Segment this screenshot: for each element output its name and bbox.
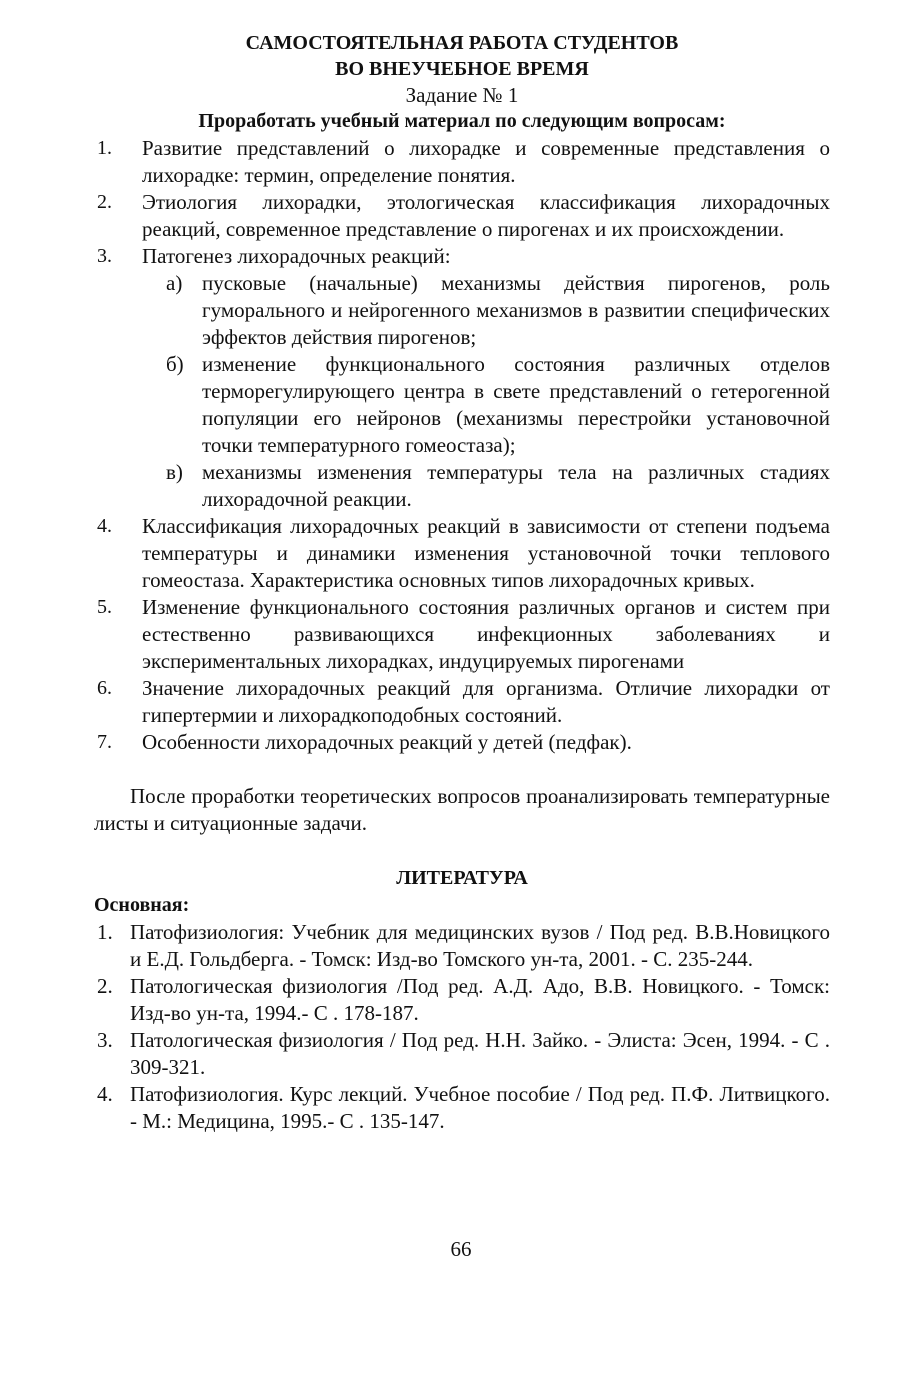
question-text: Патогенез лихорадочных реакций: — [142, 244, 451, 268]
literature-main-label: Основная: — [94, 894, 190, 916]
literature-item — [94, 1027, 830, 1081]
literature-item — [94, 1081, 830, 1135]
subitem-label: а) — [166, 271, 183, 295]
document-page — [94, 30, 830, 1135]
task-title: Задание № 1 — [405, 83, 519, 107]
page-number: 66 — [450, 1237, 472, 1261]
questions-list — [94, 135, 830, 756]
literature-item — [94, 973, 830, 1027]
section-title-line1: САМОСТОЯТЕЛЬНАЯ РАБОТА СТУДЕНТОВ — [245, 32, 679, 54]
literature-text: Патологическая физиология /Под ред. А.Д. Адо, В.В. Новицкого. - Томск: Изд-во ун-та, 1994.- С . 178-187. — [130, 974, 830, 1025]
question-number: 6. — [97, 677, 112, 699]
subitem — [142, 459, 830, 513]
literature-number: 3. — [97, 1028, 113, 1052]
literature-number: 4. — [97, 1082, 113, 1106]
question-number: 4. — [97, 515, 112, 537]
literature-number: 2. — [97, 974, 113, 998]
subitems-list — [142, 270, 830, 513]
literature-list — [94, 919, 830, 1135]
question-text: Значение лихорадочных реакций для организма. Отличие лихорадки от гипертермии и лихорадкоподобных состояний. — [142, 676, 830, 727]
subitem-text: механизмы изменения температуры тела на различных стадиях лихорадочной реакции. — [202, 460, 830, 511]
task-instruction: Проработать учебный материал по следующим вопросам: — [198, 110, 726, 132]
section-title-line2: ВО ВНЕУЧЕБНОЕ ВРЕМЯ — [335, 58, 589, 80]
question-item — [94, 675, 830, 729]
question-number: 2. — [97, 191, 112, 213]
subitem-label: б) — [166, 352, 184, 376]
question-number: 5. — [97, 596, 112, 618]
question-text: Особенности лихорадочных реакций у детей (педфак). — [142, 730, 632, 754]
literature-text: Патофизиология. Курс лекций. Учебное пособие / Под ред. П.Ф. Литвицкого. - М.: Медицина, 1995.- С . 135-147. — [130, 1082, 830, 1133]
question-number: 3. — [97, 245, 112, 267]
question-text: Развитие представлений о лихорадке и современные представления о лихорадке: термин, определение понятия. — [142, 136, 830, 187]
literature-item — [94, 919, 830, 973]
after-study-paragraph: После проработки теоретических вопросов проанализировать температурные листы и ситуационные задачи. — [94, 784, 830, 835]
question-item — [94, 135, 830, 189]
question-text: Классификация лихорадочных реакций в зависимости от степени подъема температуры и динамики изменения установочной точки теплового гомеостаза. Характеристика основных типов лихорадочных кривых. — [142, 514, 830, 592]
question-item — [94, 189, 830, 243]
question-number: 7. — [97, 731, 112, 753]
literature-text: Патологическая физиология / Под ред. Н.Н. Зайко. - Элиста: Эсен, 1994. - С . 309-321. — [130, 1028, 830, 1079]
subitem-text: изменение функционального состояния различных отделов терморегулирующего центра в свете представлений о гетерогенной популяции его нейронов (механизмы перестройки установочной точки температурного гомеостаза); — [202, 352, 830, 457]
question-number: 1. — [97, 137, 112, 159]
subitem-text: пусковые (начальные) механизмы действия пирогенов, роль гуморального и нейрогенного механизмов в развитии специфических эффектов действия пирогенов; — [202, 271, 830, 349]
question-item — [94, 243, 830, 513]
literature-text: Патофизиология: Учебник для медицинских вузов / Под ред. В.В.Новицкого и Е.Д. Гольдберга. - Томск: Изд-во Томского ун-та, 2001. - С. 235-244. — [130, 920, 830, 971]
subitem-label: в) — [166, 460, 183, 484]
question-item — [94, 513, 830, 594]
literature-title: ЛИТЕРАТУРА — [396, 867, 528, 889]
question-item — [94, 594, 830, 675]
subitem — [142, 351, 830, 459]
literature-number: 1. — [97, 920, 113, 944]
subitem — [142, 270, 830, 351]
question-text: Изменение функционального состояния различных органов и систем при естественно развивающихся инфекционных заболеваниях и экспериментальных лихорадках, индуцируемых пирогенами — [142, 595, 830, 673]
question-text: Этиология лихорадки, этологическая классификация лихорадочных реакций, современное представление о пирогенах и их происхождении. — [142, 190, 830, 241]
question-item — [94, 729, 830, 756]
